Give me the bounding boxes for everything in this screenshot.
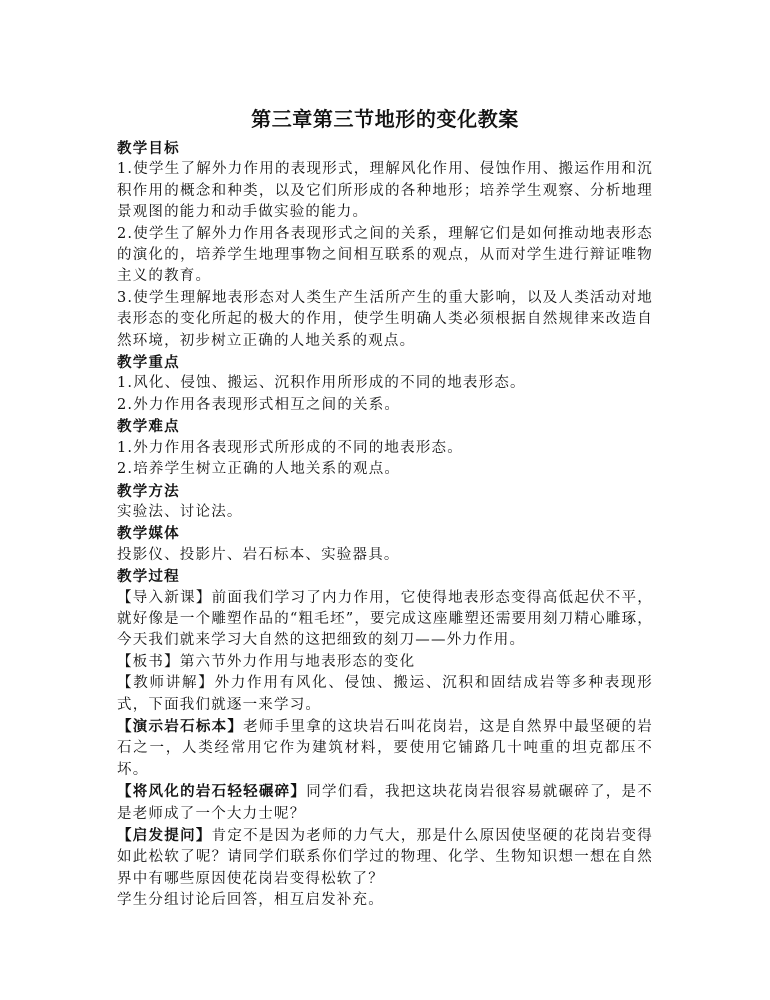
media-text: 投影仪、投影片、岩石标本、实验器具。 (117, 546, 400, 563)
process-step (117, 652, 653, 673)
objective-item: 1.使学生了解外力作用的表现形式，理解风化作用、侵蚀作用、搬运作用和沉积作用的概念和种类，以及它们所形成的各种地形；培养学生观察、分析地理景观图的能力和动手做实验的能力。 (117, 161, 653, 221)
section-heading-media: 教学媒体 (117, 525, 180, 543)
methods-text: 实验法、讨论法。 (117, 503, 243, 520)
objective-item: 3.使学生理解地表形态对人类生产生活所产生的重大影响，以及人类活动对地表形态的变化所起的极大的作用，使学生明确人类必须根据自然规律来改造自然环境，初步树立正确的人地关系的观点。 (117, 289, 653, 349)
section-heading-process: 教学过程 (117, 568, 180, 586)
process-step-text: 肯定不是因为老师的力气大，那是什么原因使坚硬的花岗岩变得如此松软了呢？请同学们联系你们学过的物理、化学、生物知识想一想在自然界中有哪些原因使花岗岩变得松软了？ (117, 828, 653, 887)
process-step (117, 588, 653, 652)
process-step (117, 781, 653, 825)
process-step-text: 第六节外力作用与地表形态的变化 (179, 653, 416, 670)
section-heading-objectives: 教学目标 (117, 140, 180, 157)
process-step-label: 【板书】 (117, 653, 180, 670)
page-title: 第三章第三节地形的变化教案 (251, 107, 519, 131)
key-point-item: 2.外力作用各表现形式相互之间的关系。 (117, 396, 401, 413)
process-step-label: 【将风化的岩石轻轻碾碎】 (117, 783, 307, 801)
process-step-label: 【导入新课】 (117, 589, 212, 606)
difficulty-item: 1.外力作用各表现形式所形成的不同的地表形态。 (117, 439, 463, 456)
process-step-text: 老师手里拿的这块岩石叫花岗岩，这是自然界中最坚硬的岩石之一，人类经常用它作为建筑材料，要使用它铺路几十吨重的坦克都压不坏。 (117, 718, 653, 778)
difficulty-item: 2.培养学生树立正确的人地关系的观点。 (117, 461, 401, 478)
process-step (117, 716, 653, 781)
process-step-label: 【演示岩石标本】 (117, 717, 244, 735)
process-closing: 学生分组讨论后回答，相互启发补充。 (117, 892, 384, 909)
key-point-item: 1.风化、侵蚀、搬运、沉积作用所形成的不同的地表形态。 (117, 375, 526, 392)
section-heading-difficulties: 教学难点 (117, 418, 180, 436)
process-step-label: 【启发提问】 (117, 827, 212, 844)
process-step-text: 外力作用有风化、侵蚀、搬运、沉积和固结成岩等多种表现形式，下面我们就逐一来学习。 (117, 675, 653, 713)
section-heading-key-points: 教学重点 (117, 354, 180, 372)
document-page (117, 104, 653, 912)
process-step (117, 673, 653, 716)
process-step-text: 前面我们学习了内力作用，它使得地表形态变得高低起伏不平，就好像是一个雕塑作品的“粗毛坯”，要完成这座雕塑还需要用刻刀精心雕琢，今天我们就来学习大自然的这把细致的刻刀——外力作用。 (117, 589, 653, 649)
process-step-text: 同学们看，我把这块花岗岩很容易就碾碎了，是不是老师成了一个大力士呢？ (117, 784, 653, 822)
process-step-label: 【教师讲解】 (117, 675, 215, 692)
process-step (117, 825, 653, 890)
objective-item: 2.使学生了解外力作用各表现形式之间的关系，理解它们是如何推动地表形态的演化的，培养学生地理事物之间相互联系的观点，从而对学生进行辩证唯物主义的教育。 (117, 225, 653, 285)
section-heading-methods: 教学方法 (117, 482, 180, 500)
